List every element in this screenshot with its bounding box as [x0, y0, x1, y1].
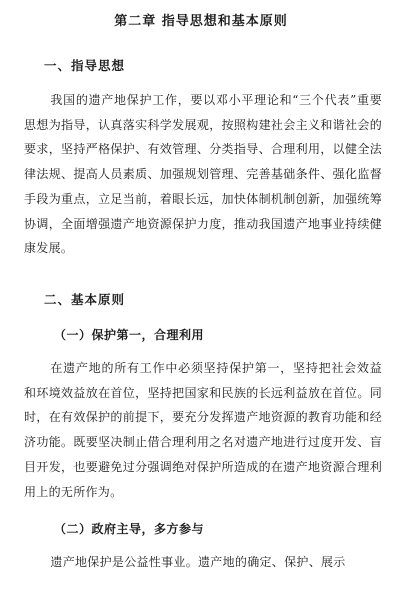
chapter-title: 第二章 指导思想和基本原则: [114, 14, 288, 29]
protection-first-paragraph: 在遗产地的所有工作中必须坚持保护第一，坚持把社会效益和环境效益放在首位，坚持把国家和民族的长远利益放在首位。同时，在有效保护的前提下，要充分发挥遗产地资源的教育功能和经济功能。既要坚决制止借合理利用之名对遗产地进行过度开发、盲目开发，也要避免过分强调绝对保护所造成的在遗产地资源合理利用上的无所作为。: [24, 361, 382, 499]
section-heading-basic-principles: 二、基本原则: [44, 292, 126, 307]
principle-heading-government-led: （二）政府主导，多方参与: [54, 522, 205, 536]
government-led-paragraph: 遗产地保护是公益性事业。遗产地的确定、保护、展示: [50, 555, 346, 569]
principle-heading-protection-first: （一）保护第一，合理利用: [54, 328, 205, 342]
guiding-ideology-paragraph: 我国的遗产地保护工作，要以邓小平理论和“三个代表”重要思想为指导，认真落实科学发展观，按照构建社会主义和谐社会的要求，坚持严格保护、有效管理、分类指导、合理利用，以健全法律法规、提高人员素质、加强规划管理、完善基础条件、强化监督手段为重点，立足当前，着眼长远，加快体制机制创新，加强统筹协调，全面增强遗产地资源保护力度，推动我国遗产地事业持续健康发展。: [24, 93, 382, 256]
section-heading-guiding-ideology: 一、指导思想: [44, 58, 126, 73]
